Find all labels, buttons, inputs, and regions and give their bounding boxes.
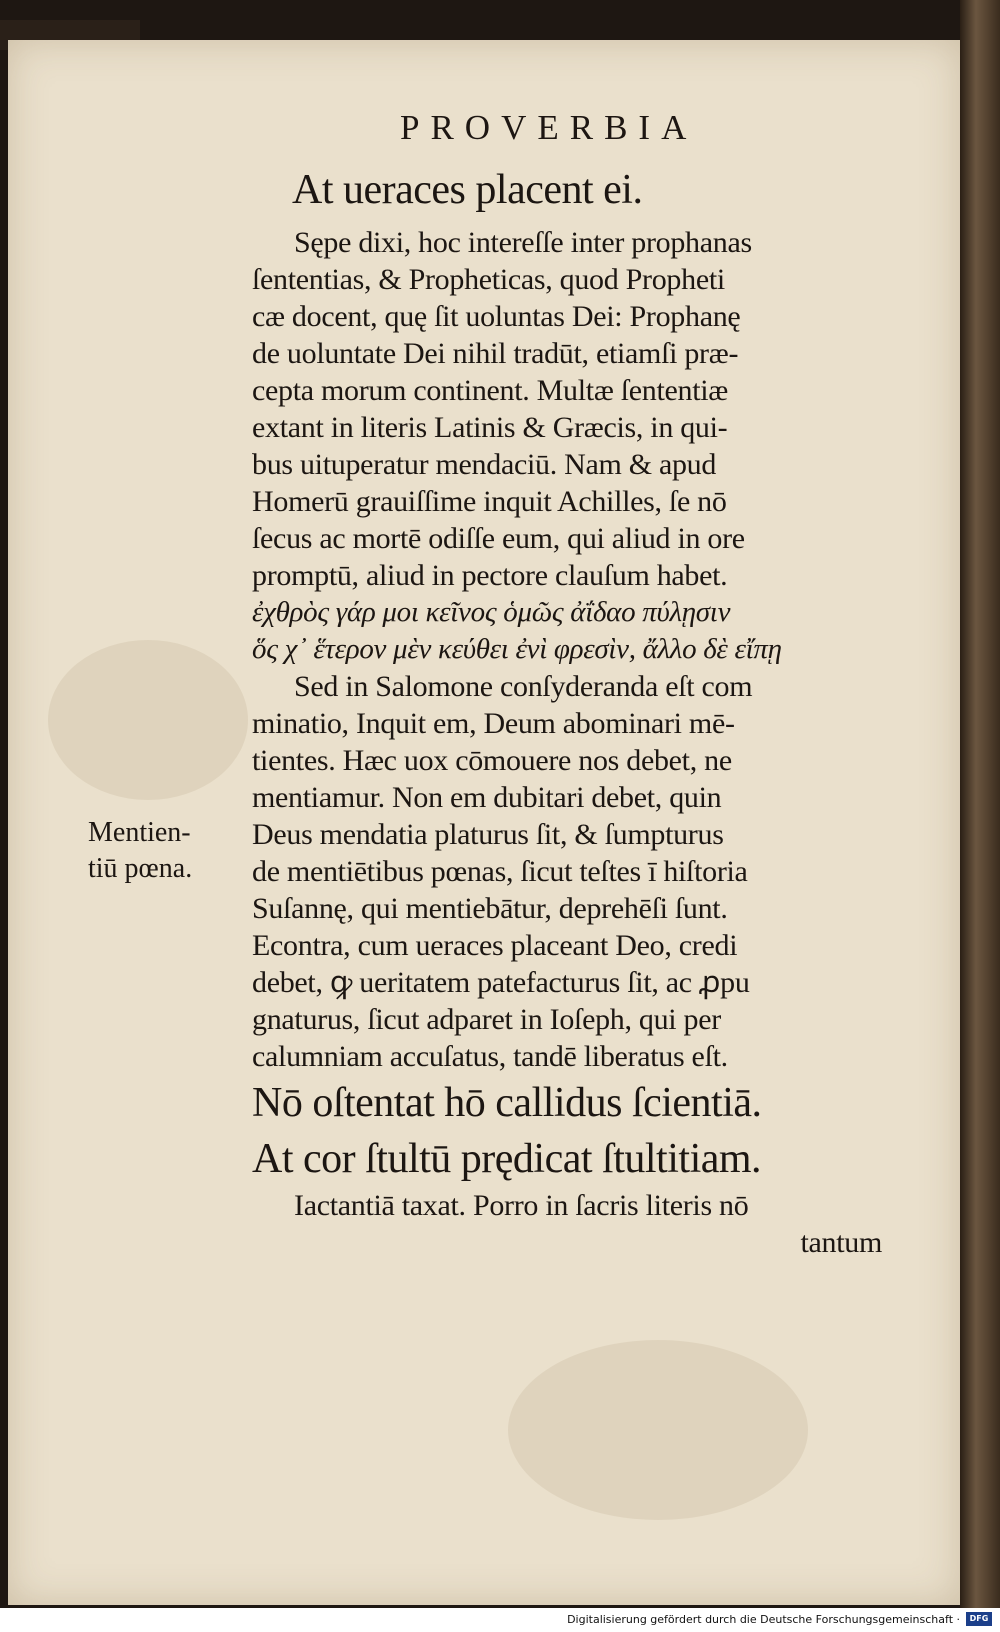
text-line: bus uituperatur mendaciū. Nam & apud [252,448,717,481]
running-head: PROVERBIA [400,108,698,147]
paper-stain [48,640,248,800]
margin-note [88,815,192,887]
verse-line: Nō oſtentat hō callidus ſcientiā. [252,1080,762,1126]
text-line: calumniam accuſatus, tandē liberatus eſt. [252,1040,728,1073]
greek-line: ἐχθρὸς γάρ μοι κεῖνος ὁμῶς ἀΐδαο πύλῃσιν [252,596,731,628]
text-line: ſecus ac mortē odiſſe eum, qui aliud in ore [252,522,745,555]
margin-note-line: tiū pœna. [88,853,193,884]
page-edge [960,0,1000,1608]
paper-stain [508,1340,808,1520]
text-line: de mentiētibus pœnas, ſicut teſtes ī hiſtoria [252,855,748,888]
text-line: tientes. Hæc uox cōmouere nos debet, ne [252,744,732,777]
verse-line: At ueraces placent ei. [292,167,643,213]
footer-credit: Digitalisierung gefördert durch die Deutsche Forschungsgemeinschaft · [567,1613,960,1626]
text-line: extant in literis Latinis & Græcis, in qui- [252,411,728,444]
dfg-logo: DFG [966,1612,992,1626]
text-line: de uoluntate Dei nihil tradūt, etiamſi præ- [252,337,739,370]
text-line: Homerū grauiſſime inquit Achilles, ſe nō [252,485,727,518]
text-line: ſententias, & Propheticas, quod Propheti [252,263,725,296]
main-text [252,162,912,1261]
text-line: debet, ꝙ ueritatem patefacturus ſit, ac ꝓpu [252,966,750,999]
text-line: Iactantiā taxat. Porro in ſacris literis nō [294,1189,749,1222]
text-line: mentiamur. Non em dubitari debet, quin [252,781,722,814]
text-line: cepta morum continent. Multæ ſententiæ [252,374,729,407]
verse-line: At cor ſtultū prędicat ſtultitiam. [252,1136,762,1182]
text-line: Sed in Salomone conſyderanda eſt com [294,670,753,703]
text-line: Suſannę, qui mentiebātur, deprehēſi ſunt. [252,892,728,925]
text-line: gnaturus, ſicut adparet in Ioſeph, qui per [252,1003,721,1036]
text-line: cæ docent, quę ſit uoluntas Dei: Prophanę [252,300,741,333]
catchword: tantum [800,1226,882,1259]
text-line: Deus mendatia platurus ſit, & ſumpturus [252,818,724,851]
text-line: Sępe dixi, hoc intereſſe inter prophanas [294,226,752,259]
text-line: promptū, aliud in pectore clauſum habet. [252,559,728,592]
margin-note-line: Mentien- [88,817,191,848]
text-line: minatio, Inquit em, Deum abominari mē- [252,707,735,740]
text-line: Econtra, cum ueraces placeant Deo, credi [252,929,738,962]
greek-line: ὅς χ᾽ ἕτερον μὲν κεύθει ἐνὶ φρεσὶν, ἄλλο δὲ εἴπῃ [252,633,782,665]
